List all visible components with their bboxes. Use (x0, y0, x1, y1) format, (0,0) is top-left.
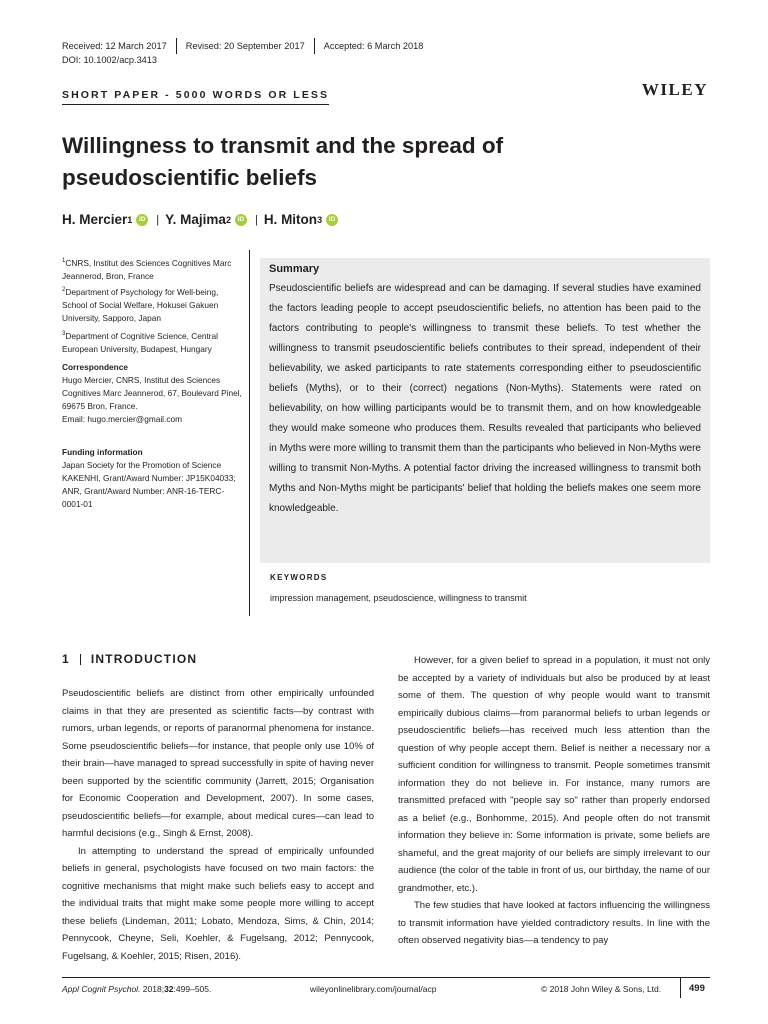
affiliation-mark: 1 (62, 258, 66, 264)
author-affiliation-mark: 2 (225, 214, 231, 225)
copyright: © 2018 John Wiley & Sons, Ltd. (541, 984, 662, 994)
section-number: 1 (62, 652, 70, 666)
correspondence-text: Hugo Mercier, CNRS, Institut des Sciences Cognitives Marc Jeannerod, 67, Boulevard Pinel, 69675 Bron, France. (62, 375, 242, 411)
funding-heading: Funding information (62, 447, 143, 457)
orcid-icon[interactable]: iD (235, 214, 247, 226)
author-list (62, 212, 344, 227)
author-name[interactable]: H. Mercier (62, 212, 128, 227)
revised-date: Revised: 20 September 2017 (185, 41, 305, 51)
article-type-label: SHORT PAPER - 5000 WORDS OR LESS (62, 89, 329, 105)
body-paragraph: In attempting to understand the spread of empirically unfounded beliefs in general, psychologists have focused on two main factors: the cognitive mechanisms that might make such beliefs easy to accept and the individual traits that might make some people more willing to accept these beliefs (Lindeman, 2011; Lobato, Mendoza, Sims, & Chin, 2014; Pennycook, Cheyne, Seli, Koehler, & Fugelsang, 2012; Pennycook, Fugelsang, & Koehler, 2015; Risen, 2016). (62, 845, 374, 962)
correspondence (62, 361, 242, 426)
footer-divider (680, 978, 681, 998)
body-column-left (62, 685, 374, 965)
funding-information (62, 446, 242, 511)
funding-text: Japan Society for the Promotion of Science KAKENHI, Grant/Award Number: JP15K04033; ANR, Grant/Award Number: ANR-16-TERC-0001-01 (62, 460, 236, 509)
summary-heading: Summary (269, 263, 320, 275)
affiliation-text: CNRS, Institut des Sciences Cognitives Marc Jeannerod, Bron, France (62, 257, 232, 281)
affiliation (62, 255, 242, 283)
correspondence-heading: Correspondence (62, 362, 128, 372)
body-paragraph: Pseudoscientific beliefs are distinct from other empirically unfounded claims in that they are presented as scientific facts—by contrast with rumors, urban legends, or reports of paranormal phenomena for instance. Some pseudoscientific beliefs—for instance, that people only use 10% of their brain—have managed to spread successfully in spite of having never been supported by the scientific community (Jarrett, 2015; Organisation for Economic Cooperation and Development, 2007). In some cases, pseudoscientific beliefs—for example, about medical cures—can lead to harmful decisions (e.g., Singh & Ernst, 2008). (62, 688, 374, 839)
date-separator (176, 38, 177, 54)
doi[interactable]: DOI: 10.1002/acp.3413 (62, 55, 158, 65)
summary-text: Pseudoscientific beliefs are widespread and can be damaging. If several studies have examined the factors leading people to accept pseudoscientific beliefs, no attention has been paid to the factors contributing to people's willingness to transmit these beliefs. To test whether the willingness to transmit pseudoscientific beliefs contributes to their spread, independent of their believability, we asked participants to rate statements corresponding either to pseudoscientific beliefs (Myths), or to their (correct) negations (Non-Myths). Statements were rated on believability, on how willing participants would be to transmit them, and on how knowledgeable they would make someone who produces them. Results revealed that participants who believed in Myths were more willing to transmit them than the participants who believed in Non-Myths were willing to transmit Non-Myths. A potential factor driving the increased willingness to transmit both Myths and Non-Myths might be participants' belief that holding the beliefs makes one seem more knowledgeable. (269, 283, 701, 514)
author-separator: | (254, 213, 258, 226)
orcid-icon[interactable]: iD (136, 214, 148, 226)
author-affiliation-mark: 1 (127, 214, 133, 225)
affiliation-text: Department of Cognitive Science, Central European University, Budapest, Hungary (62, 330, 218, 354)
affiliation-text: Department of Psychology for Well-being, School of Social Welfare, Hokusei Gakuen University, Sapporo, Japan (62, 286, 219, 323)
footer-rule (62, 977, 710, 978)
summary-box (260, 258, 710, 563)
affiliation (62, 328, 242, 356)
citation-pages: :499–505. (173, 984, 212, 994)
journal-name: Appl Cognit Psychol. (62, 984, 141, 994)
section-title: INTRODUCTION (90, 652, 198, 666)
author-affiliation-mark: 3 (317, 214, 323, 225)
footer-citation (62, 984, 211, 994)
page-number: 499 (689, 983, 705, 994)
received-date: Received: 12 March 2017 (62, 41, 167, 51)
paper-title: Willingness to transmit and the spread of pseudoscientific beliefs (62, 133, 504, 190)
citation-year: 2018; (140, 984, 165, 994)
affiliation-mark: 2 (62, 287, 66, 293)
column-divider (249, 250, 250, 616)
affiliation (62, 284, 242, 325)
article-dates (62, 38, 423, 54)
section-heading (62, 652, 197, 666)
author-separator: | (156, 213, 160, 226)
body-column-right (398, 652, 710, 950)
journal-url[interactable]: wileyonlinelibrary.com/journal/acp (310, 984, 437, 994)
citation-volume: 32 (164, 984, 174, 994)
affiliation-mark: 3 (62, 331, 66, 337)
body-paragraph: The few studies that have looked at factors influencing the willingness to transmit information have yielded contradictory results. In line with the often observed negativity bias—a tendency to pay (398, 900, 710, 946)
author-name[interactable]: H. Miton (263, 212, 318, 227)
orcid-icon[interactable]: iD (326, 214, 338, 226)
body-paragraph: However, for a given belief to spread in a population, it must not only be accepted by a variety of individuals but also be produced by at least some of them. The question of why people would want to transmit empirically dubious claims—from paranormal beliefs to urban legends or pseudoscientific beliefs—has received much less attention than the question of why people accept them. Belief is neither a necessary nor a sufficient condition for willingness to transmit. People sometimes transmit information they do not believe in. For instance, many rumors are transmitted prefaced with "people say so" rather than properly endorsed as a belief (e.g., Bonhomme, 2015). And people often do not transmit information they believe in: Some information is private, some beliefs are shameful, and the great majority of our beliefs are simply irrelevant to our audience (the color of the table in front of us, our birthday, the name of our grandmother, etc.). (398, 655, 710, 894)
keywords-heading: KEYWORDS (270, 573, 328, 582)
accepted-date: Accepted: 6 March 2018 (323, 41, 424, 51)
publisher-logo: WILEY (641, 80, 708, 99)
correspondence-email[interactable]: Email: hugo.mercier@gmail.com (62, 414, 183, 424)
date-separator (314, 38, 315, 54)
section-heading-divider (80, 654, 81, 665)
author-name[interactable]: Y. Majima (165, 212, 226, 227)
keywords-text: impression management, pseudoscience, willingness to transmit (270, 593, 527, 603)
